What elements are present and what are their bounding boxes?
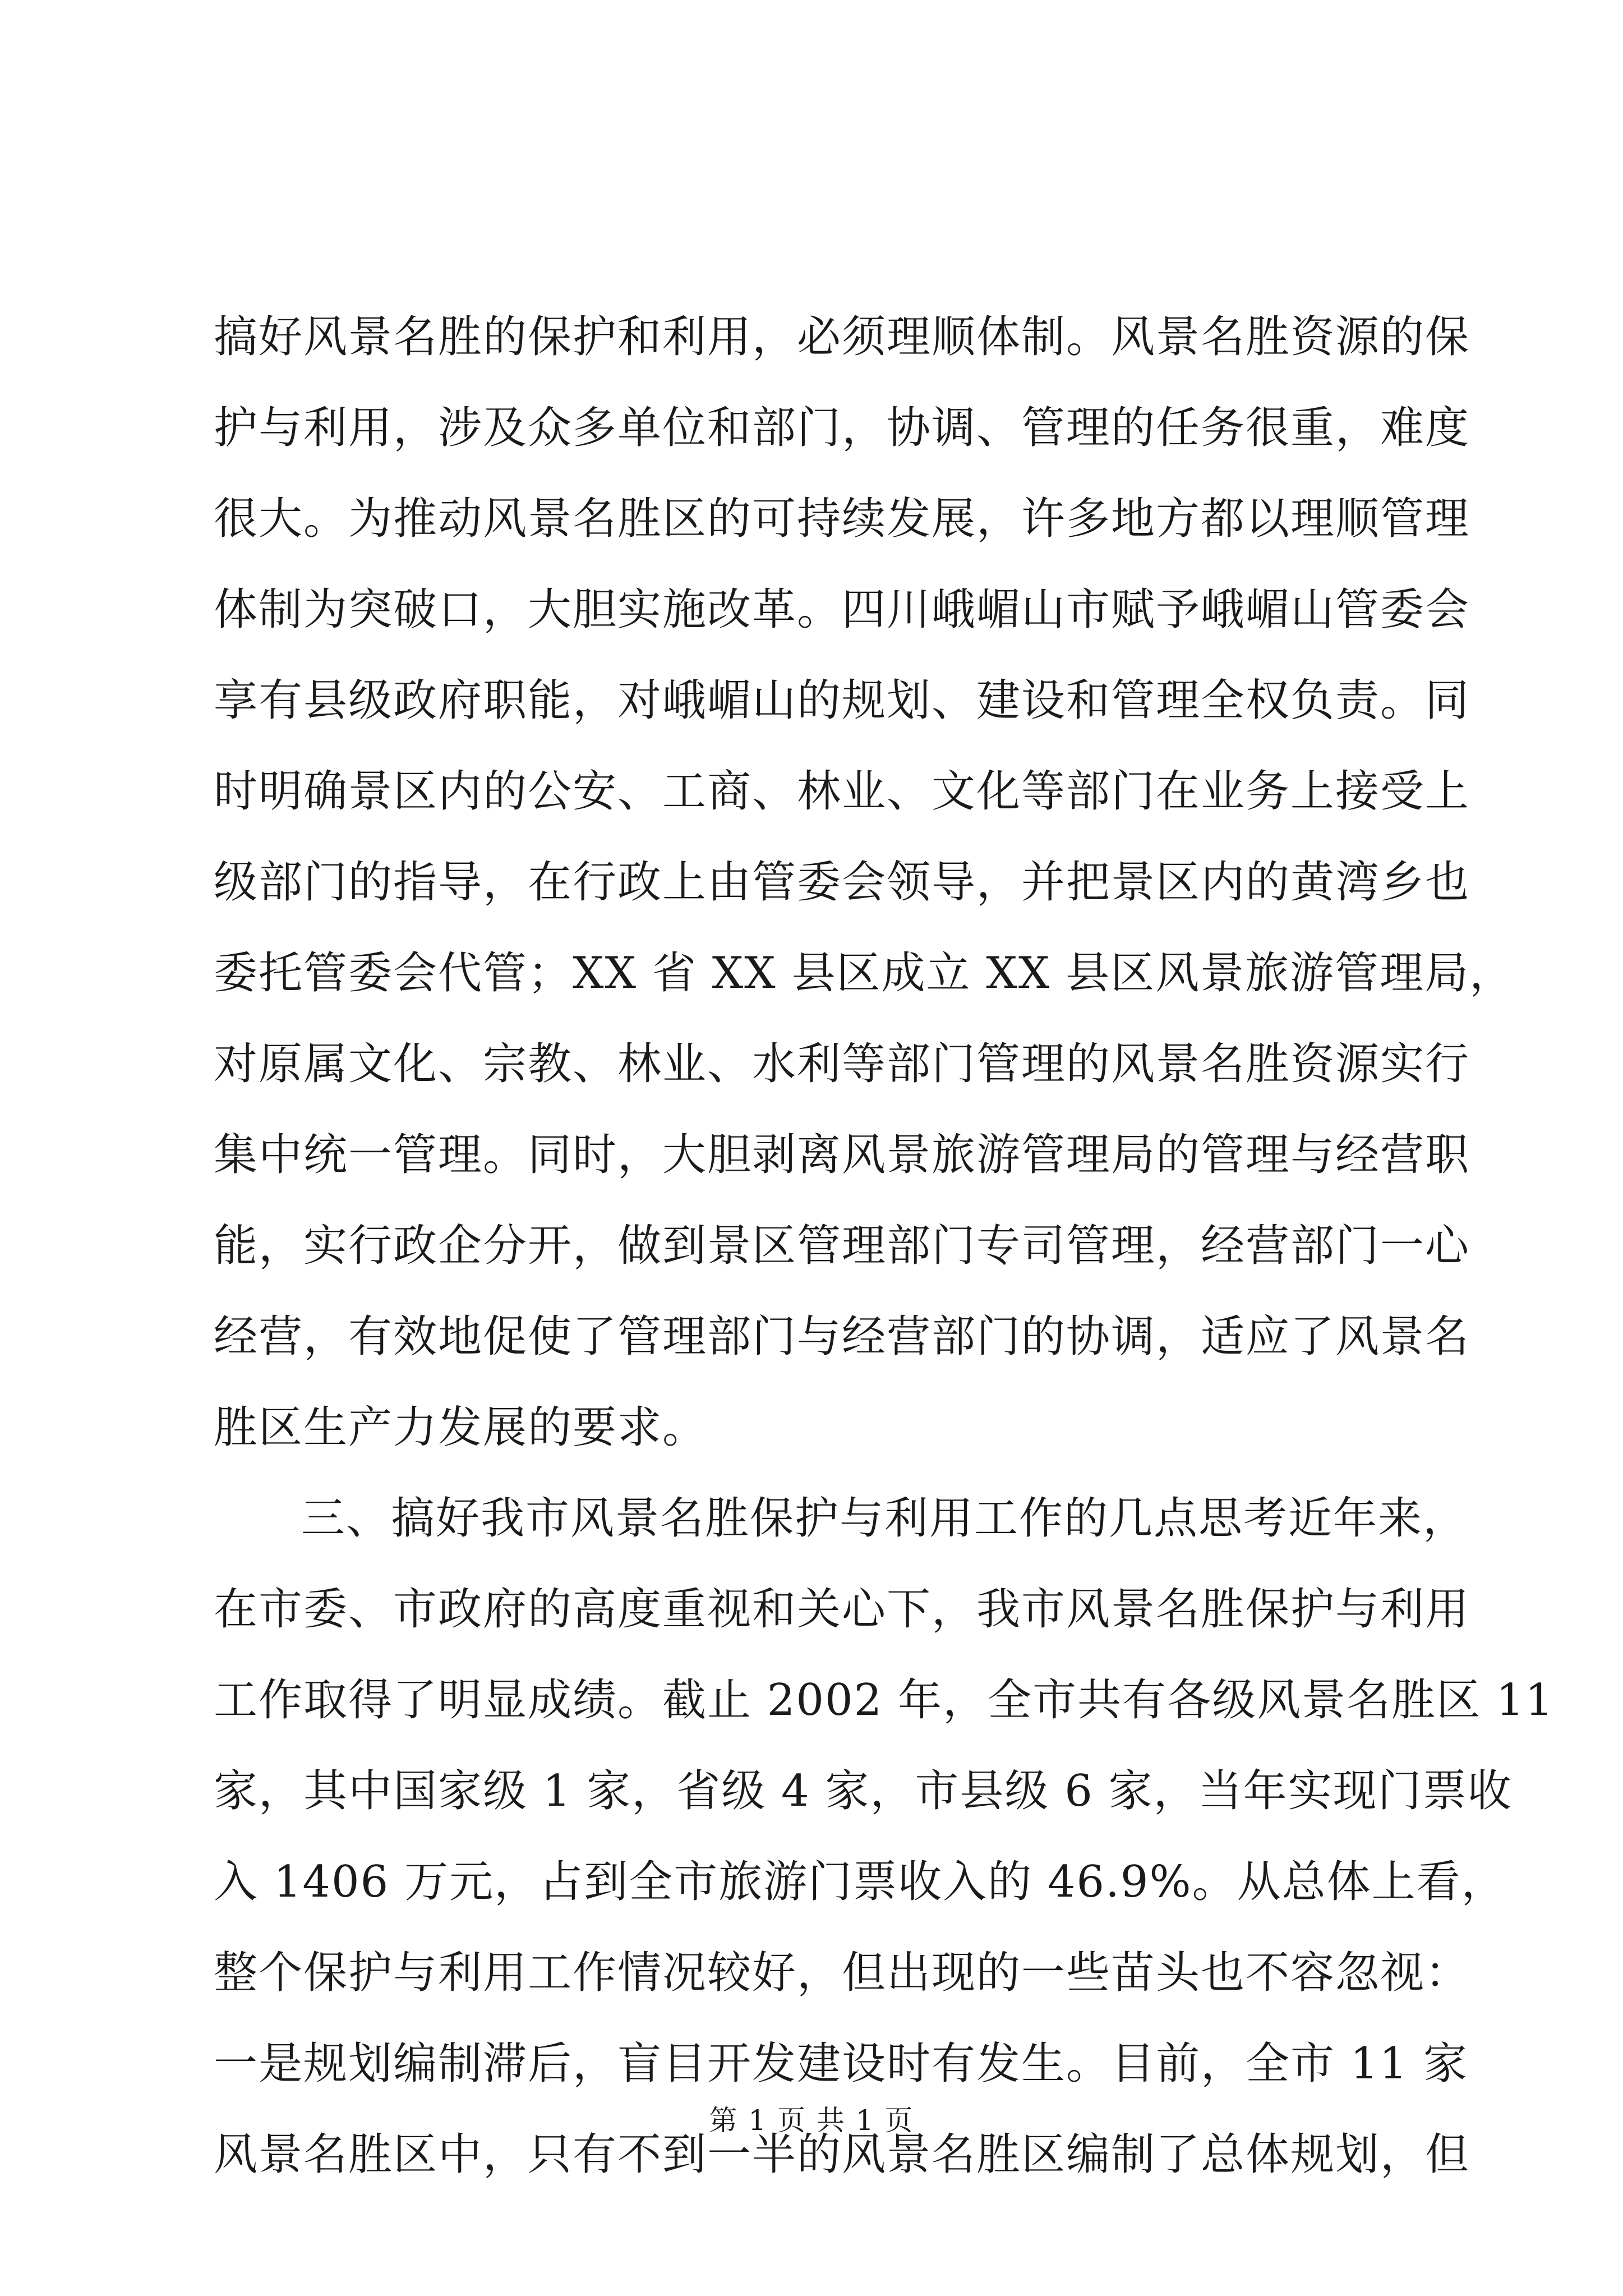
- paragraph-line: 经营，有效地促使了管理部门与经营部门的协调，适应了风景名: [214, 1312, 1470, 1362]
- paragraph-line: 时明确景区内的公安、工商、林业、文化等部门在业务上接受上: [214, 766, 1470, 817]
- paragraph-line: 护与利用，涉及众多单位和部门，协调、管理的任务很重，难度: [214, 403, 1470, 453]
- paragraph-line: 享有县级政府职能，对峨嵋山的规划、建设和管理全权负责。同: [214, 675, 1470, 726]
- paragraph-line: 整个保护与利用工作情况较好，但出现的一些苗头也不容忽视：: [214, 1948, 1470, 1998]
- paragraph-line: 体制为突破口，大胆实施改革。四川峨嵋山市赋予峨嵋山管委会: [214, 585, 1470, 635]
- paragraph-line: 入 1406 万元，占到全市旅游门票收入的 46.9%。从总体上看，: [214, 1857, 1506, 1907]
- page-footer: 第 1 页 共 1 页: [709, 2104, 914, 2137]
- paragraph-line: 很大。为推动风景名胜区的可持续发展，许多地方都以理顺管理: [214, 494, 1470, 544]
- paragraph-line: 风景名胜区中，只有不到一半的风景名胜区编制了总体规划，但: [214, 2129, 1470, 2180]
- paragraph-line: 对原属文化、宗教、林业、水利等部门管理的风景名胜资源实行: [214, 1039, 1470, 1089]
- paragraph-line: 在市委、市政府的高度重视和关心下，我市风景名胜保护与利用: [214, 1584, 1470, 1635]
- paragraph-line: 胜区生产力发展的要求。: [214, 1402, 708, 1453]
- paragraph-line: 能，实行政企分开，做到景区管理部门专司管理，经营部门一心: [214, 1221, 1470, 1271]
- paragraph-line: 集中统一管理。同时，大胆剥离风景旅游管理局的管理与经营职: [214, 1130, 1470, 1180]
- paragraph-line: 工作取得了明显成绩。截止 2002 年，全市共有各级风景名胜区 11: [214, 1675, 1555, 1726]
- paragraph-line: 搞好风景名胜的保护和利用，必须理顺体制。风景名胜资源的保: [214, 312, 1470, 362]
- section-heading-line: 三、搞好我市风景名胜保护与利用工作的几点思考近年来，: [301, 1493, 1468, 1544]
- paragraph-line: 一是规划编制滞后，盲目开发建设时有发生。目前，全市 11 家: [214, 2039, 1468, 2089]
- paragraph-line: 委托管委会代管；XX 省 XX 县区成立 XX 县区风景旅游管理局，: [214, 948, 1515, 999]
- body-text: [214, 292, 1555, 2200]
- paragraph-line: 级部门的指导，在行政上由管委会领导，并把景区内的黄湾乡也: [214, 857, 1470, 908]
- paragraph-line: 家，其中国家级 1 家，省级 4 家，市县级 6 家，当年实现门票收: [214, 1766, 1513, 1816]
